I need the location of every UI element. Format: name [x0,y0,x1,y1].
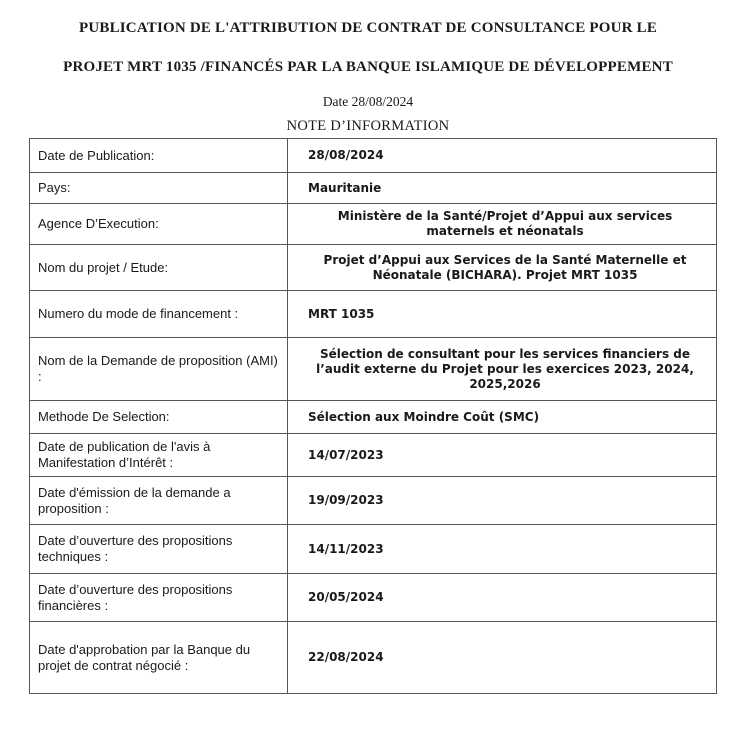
table-row [30,401,716,434]
table-row [30,139,716,173]
row-value: Mauritanie [308,180,382,195]
row-value: MRT 1035 [308,306,375,321]
row-value: 28/08/2024 [308,148,384,162]
row-label: Date d'émission de la demande a proposition : [30,477,288,524]
row-value: 20/05/2024 [308,590,384,604]
row-value: 19/09/2023 [308,493,384,507]
row-value: Sélection de consultant pour les services financiers de l’audit externe du Projet pour les exercices 2023, 2024, 2025,2026 [316,346,694,391]
table-row [30,291,716,338]
row-label: Date de Publication: [30,139,288,172]
table-row [30,245,716,291]
table-row [30,173,716,204]
document-title-line-1: PUBLICATION DE L'ATTRIBUTION DE CONTRAT DE CONSULTANCE POUR LE [78,20,658,36]
row-value: Projet d’Appui aux Services de la Santé Maternelle et Néonatale (BICHARA). Projet MRT 1035 [323,252,687,282]
row-label: Pays: [30,173,288,203]
row-label: Date d’ouverture des propositions financières : [30,574,288,621]
document-date: Date 28/08/2024 [322,94,414,109]
table-row [30,204,716,245]
table-row [30,574,716,622]
table-row [30,525,716,574]
row-label: Nom du projet / Etude: [30,245,288,290]
table-row [30,622,716,693]
row-label: Methode De Selection: [30,401,288,433]
row-label: Date d'approbation par la Banque du projet de contrat négocié : [30,622,288,693]
row-value: 14/07/2023 [308,447,384,462]
row-label: Agence D’Execution: [30,204,288,244]
row-label: Numero du mode de financement : [30,291,288,337]
table-row [30,477,716,525]
document-title-line-2: PROJET MRT 1035 /FINANCÉS PAR LA BANQUE ISLAMIQUE DE DÉVELOPPEMENT [63,59,673,75]
row-label: Date d’ouverture des propositions techniques : [30,525,288,573]
row-label: Nom de la Demande de proposition (AMI) : [30,338,288,400]
table-row [30,338,716,401]
row-value: Ministère de la Santé/Projet d’Appui aux services maternels et néonatals [337,209,673,238]
row-value: Sélection aux Moindre Coût (SMC) [308,409,540,424]
table-row [30,434,716,477]
row-label: Date de publication de l'avis à Manifestation d’Intérêt : [30,434,288,476]
information-table [29,138,717,694]
row-value: 22/08/2024 [308,650,384,664]
row-value: 14/11/2023 [308,541,384,556]
note-heading: NOTE D’INFORMATION [286,118,450,134]
